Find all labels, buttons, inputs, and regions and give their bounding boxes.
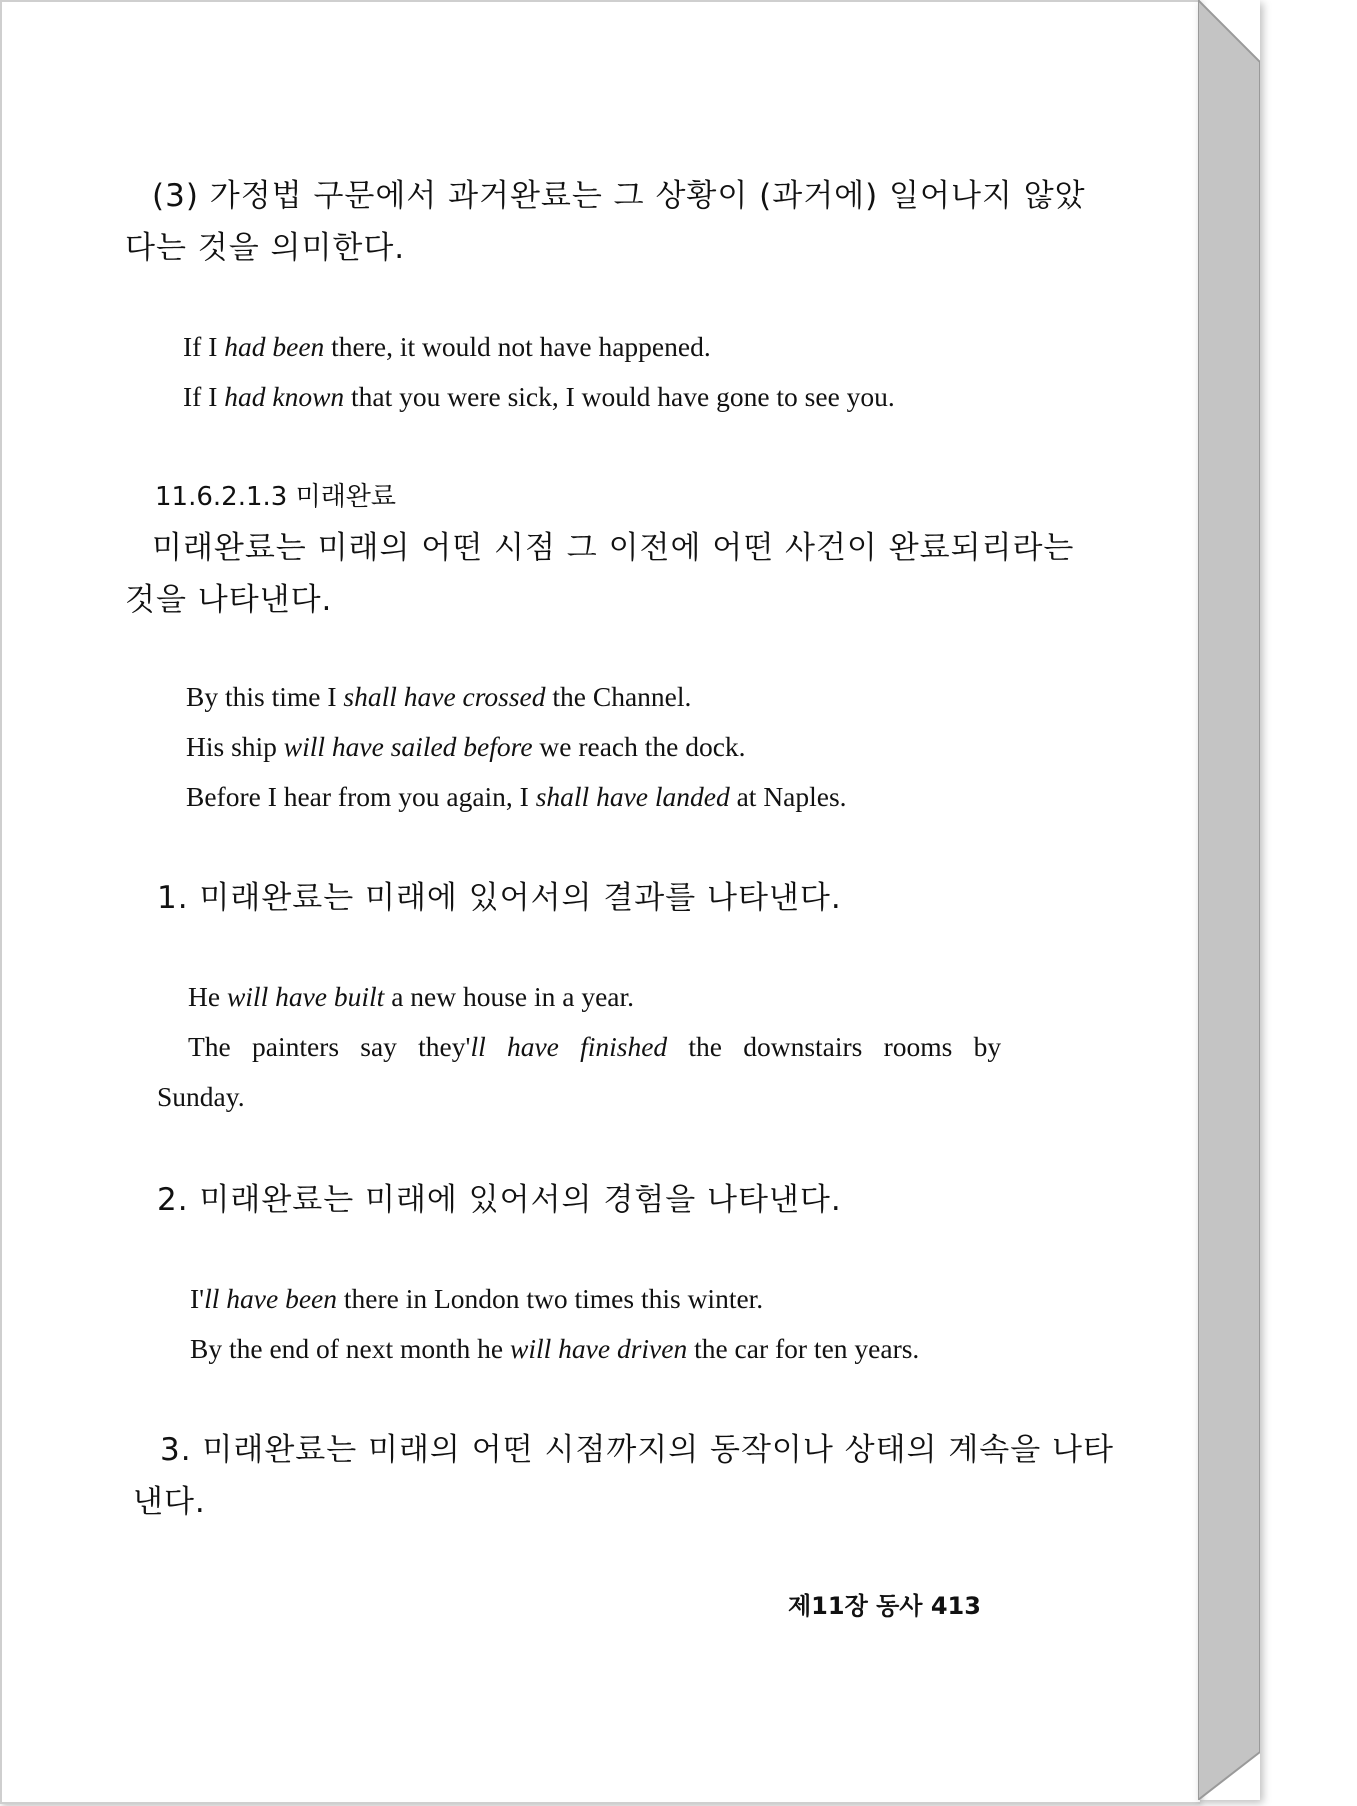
page-number: 413 bbox=[930, 1592, 981, 1620]
point-1-example-2-continued: Sunday. bbox=[157, 1081, 245, 1112]
example-word: downstairs bbox=[743, 1031, 863, 1062]
example-verb: will have built bbox=[226, 981, 385, 1012]
example-verb: ll have finished bbox=[470, 1031, 668, 1062]
point-1-example-1 bbox=[188, 980, 634, 1013]
subjunctive-line-2: 다는 것을 의미한다. bbox=[125, 230, 406, 266]
subjunctive-line-1: (3) 가정법 구문에서 과거완료는 그 상황이 (과거에) 일어나지 않았 bbox=[152, 178, 1086, 214]
example-verb: had known bbox=[224, 381, 345, 412]
example-text: I' bbox=[190, 1283, 205, 1314]
point-2-example-2 bbox=[190, 1332, 919, 1365]
point-1-example-2 bbox=[188, 1030, 1001, 1063]
example-text: If I bbox=[183, 381, 225, 412]
spine-graphic bbox=[1198, 0, 1260, 1800]
example-verb: had been bbox=[224, 331, 325, 362]
example-text: If I bbox=[183, 331, 225, 362]
subjunctive-example-2 bbox=[183, 380, 895, 413]
example-word: The bbox=[188, 1031, 231, 1062]
chapter-label: 제11장 동사 bbox=[788, 1592, 923, 1620]
future-perfect-example-2 bbox=[186, 730, 746, 763]
example-text: the car for ten years. bbox=[687, 1333, 920, 1364]
definition-line-2: 것을 나타낸다. bbox=[125, 582, 333, 618]
example-text: at Naples. bbox=[729, 781, 847, 812]
example-text: they' bbox=[418, 1031, 471, 1062]
example-verb: will have sailed before bbox=[283, 731, 533, 762]
example-text: the Channel. bbox=[545, 681, 692, 712]
example-text: a new house in a year. bbox=[384, 981, 635, 1012]
point-2-example-1 bbox=[190, 1282, 763, 1315]
example-word: the bbox=[688, 1031, 722, 1062]
future-perfect-example-3 bbox=[186, 780, 847, 813]
example-word: say bbox=[360, 1031, 397, 1062]
point-3-line-1: 3. 미래완료는 미래의 어떤 시점까지의 동작이나 상태의 계속을 나타 bbox=[160, 1432, 1114, 1468]
example-text: By this time I bbox=[186, 681, 344, 712]
example-word: painters bbox=[251, 1031, 340, 1062]
example-verb: ll have been bbox=[204, 1283, 337, 1314]
example-text: we reach the dock. bbox=[532, 731, 746, 762]
book-spine bbox=[1198, 0, 1260, 1800]
point-1-title: 1. 미래완료는 미래에 있어서의 결과를 나타낸다. bbox=[157, 880, 842, 916]
example-word bbox=[418, 1031, 667, 1062]
subjunctive-example-1 bbox=[183, 330, 711, 363]
example-text: Before I hear from you again, I bbox=[186, 781, 536, 812]
example-verb: shall have landed bbox=[535, 781, 730, 812]
example-verb: will have driven bbox=[510, 1333, 688, 1364]
future-perfect-example-1 bbox=[186, 680, 691, 713]
point-2-title: 2. 미래완료는 미래에 있어서의 경험을 나타낸다. bbox=[157, 1182, 842, 1218]
example-word: by bbox=[973, 1031, 1002, 1062]
point-3-line-2: 낸다. bbox=[133, 1484, 206, 1520]
example-text: there, it would not have happened. bbox=[324, 331, 711, 362]
example-text: that you were sick, I would have gone to see you. bbox=[344, 381, 895, 412]
example-verb: shall have crossed bbox=[343, 681, 546, 712]
page-footer bbox=[788, 1592, 981, 1621]
definition-line-1: 미래완료는 미래의 어떤 시점 그 이전에 어떤 사건이 완료되리라는 bbox=[152, 530, 1075, 566]
example-text: By the end of next month he bbox=[190, 1333, 511, 1364]
example-text: there in London two times this winter. bbox=[336, 1283, 764, 1314]
example-text: His ship bbox=[186, 731, 284, 762]
example-text: He bbox=[188, 981, 227, 1012]
example-word: rooms bbox=[883, 1031, 953, 1062]
section-heading: 11.6.2.1.3 미래완료 bbox=[155, 482, 397, 512]
